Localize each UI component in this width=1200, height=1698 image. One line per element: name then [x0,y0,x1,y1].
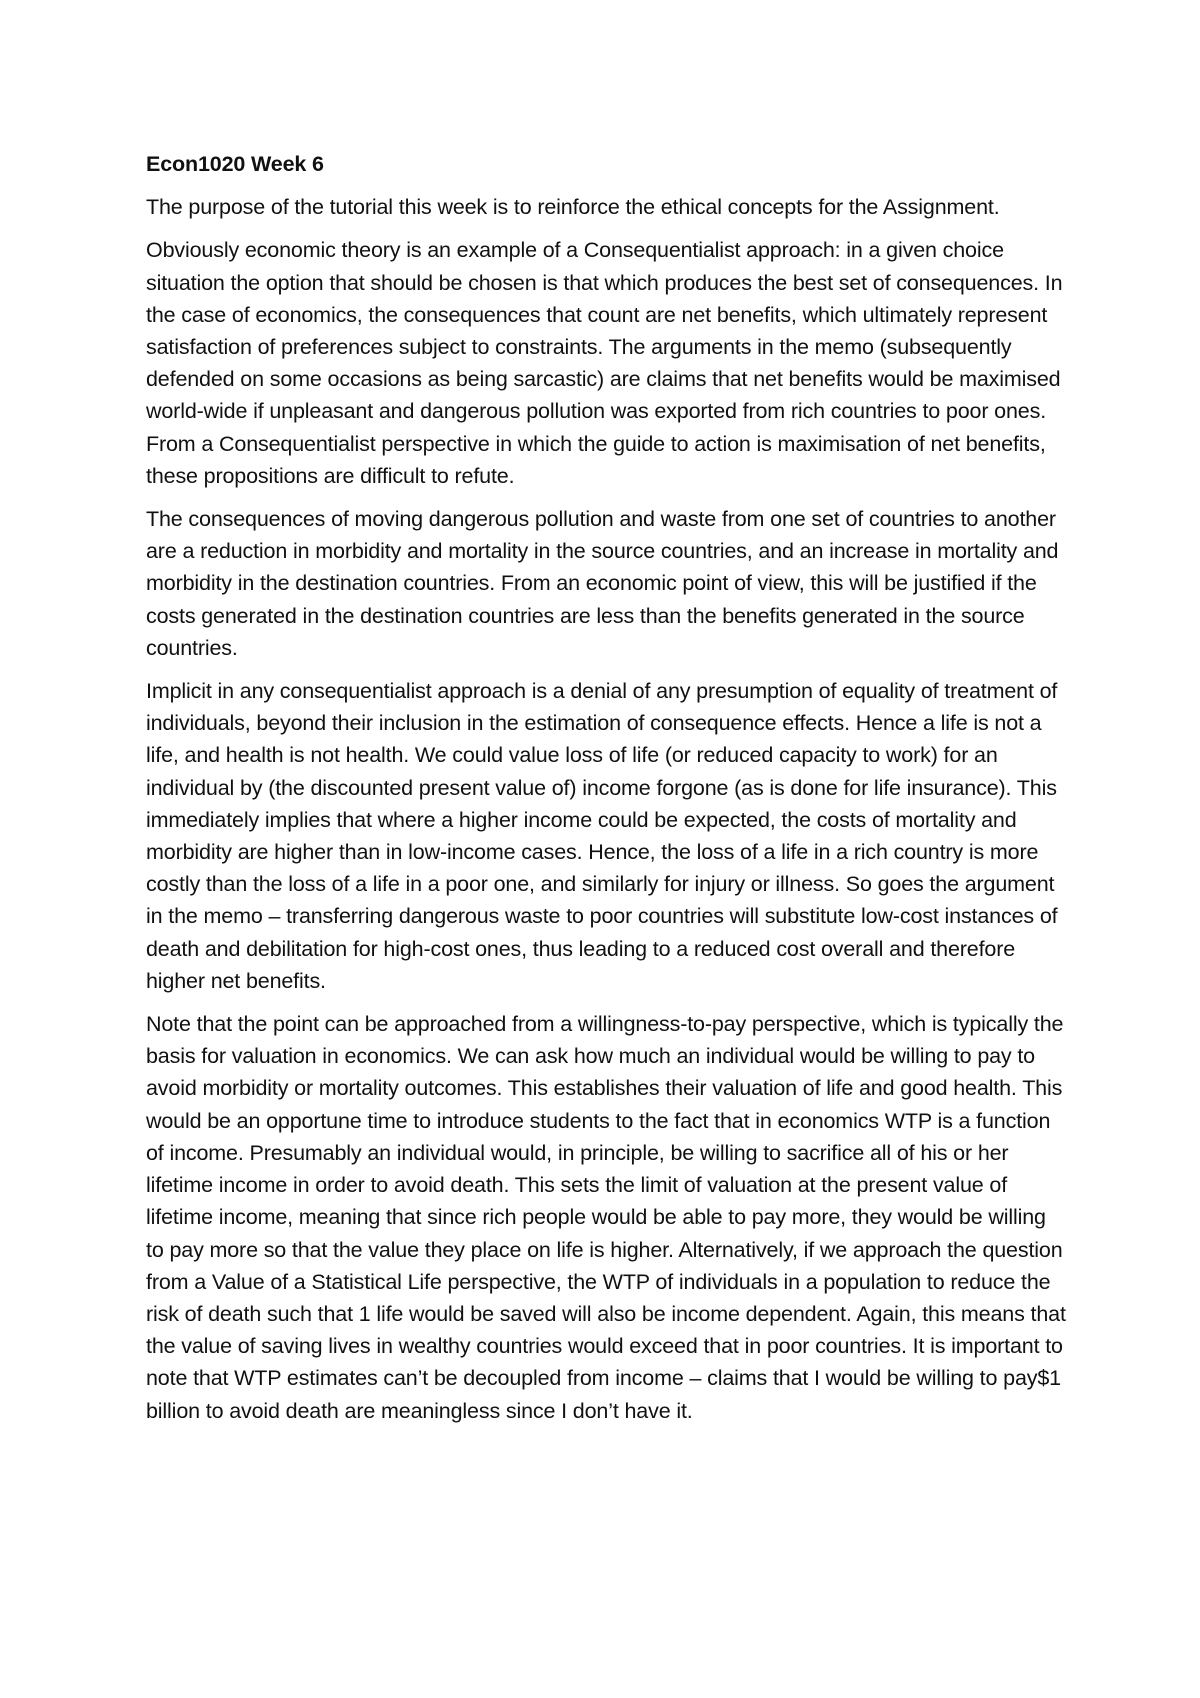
paragraph-purpose: The purpose of the tutorial this week is to reinforce the ethical concepts for the Assignment. [146,195,1000,220]
document-title: Econ1020 Week 6 [146,152,324,176]
paragraph-consequences: The consequences of moving dangerous pollution and waste from one set of countries to another are a reduction in morbidity and mortality in the source countries, and an increase in mortality and morbidity in the destination countries. From an economic point of view, this will be justified if the costs generated in the destination countries are less than the benefits generated in the source countries. [146,507,1059,660]
document-body [146,148,1066,1438]
paragraph-consequentialist-approach: Obviously economic theory is an example of a Consequentialist approach: in a given choice situation the option that should be chosen is that which produces the best set of consequences. In the case of economics, the consequences that count are net benefits, which ultimately represent satisfaction of preferences subject to constraints. The arguments in the memo (subsequently defended on some occasions as being sarcastic) are claims that net benefits would be maximised world-wide if unpleasant and dangerous pollution was exported from rich countries to poor ones. From a Consequentialist perspective in which the guide to action is maximisation of net benefits, these propositions are difficult to refute. [146,238,1063,488]
paragraph-equality-of-treatment: Implicit in any consequentialist approach is a denial of any presumption of equality of treatment of individuals, beyond their inclusion in the estimation of consequence effects. Hence a life is not a life, and health is not health. We could value loss of life (or reduced capacity to work) for an individual by (the discounted present value of) income forgone (as is done for life insurance). This immediately implies that where a higher income could be expected, the costs of mortality and morbidity are higher than in low-income cases. Hence, the loss of a life in a rich country is more costly than the loss of a life in a poor one, and similarly for injury or illness. So goes the argument in the memo – transferring dangerous waste to poor countries will substitute low-cost instances of death and debilitation for high-cost ones, thus leading to a reduced cost overall and therefore higher net benefits. [146,679,1058,993]
paragraph-willingness-to-pay: Note that the point can be approached from a willingness-to-pay perspective, which is typically the basis for valuation in economics. We can ask how much an individual would be willing to pay to avoid morbidity or mortality outcomes. This establishes their valuation of life and good health. This would be an opportune time to introduce students to the fact that in economics WTP is a function of income. Presumably an individual would, in principle, be willing to sacrifice all of his or her lifetime income in order to avoid death. This sets the limit of valuation at the present value of lifetime income, meaning that since rich people would be able to pay more, they would be willing to pay more so that the value they place on life is higher. Alternatively, if we approach the question from a Value of a Statistical Life perspective, the WTP of individuals in a population to reduce the risk of death such that 1 life would be saved will also be income dependent. Again, this means that the value of saving lives in wealthy countries would exceed that in poor countries. It is important to note that WTP estimates can’t be decoupled from income – claims that I would be willing to pay$1 billion to avoid death are meaningless since I don’t have it. [146,1012,1066,1423]
